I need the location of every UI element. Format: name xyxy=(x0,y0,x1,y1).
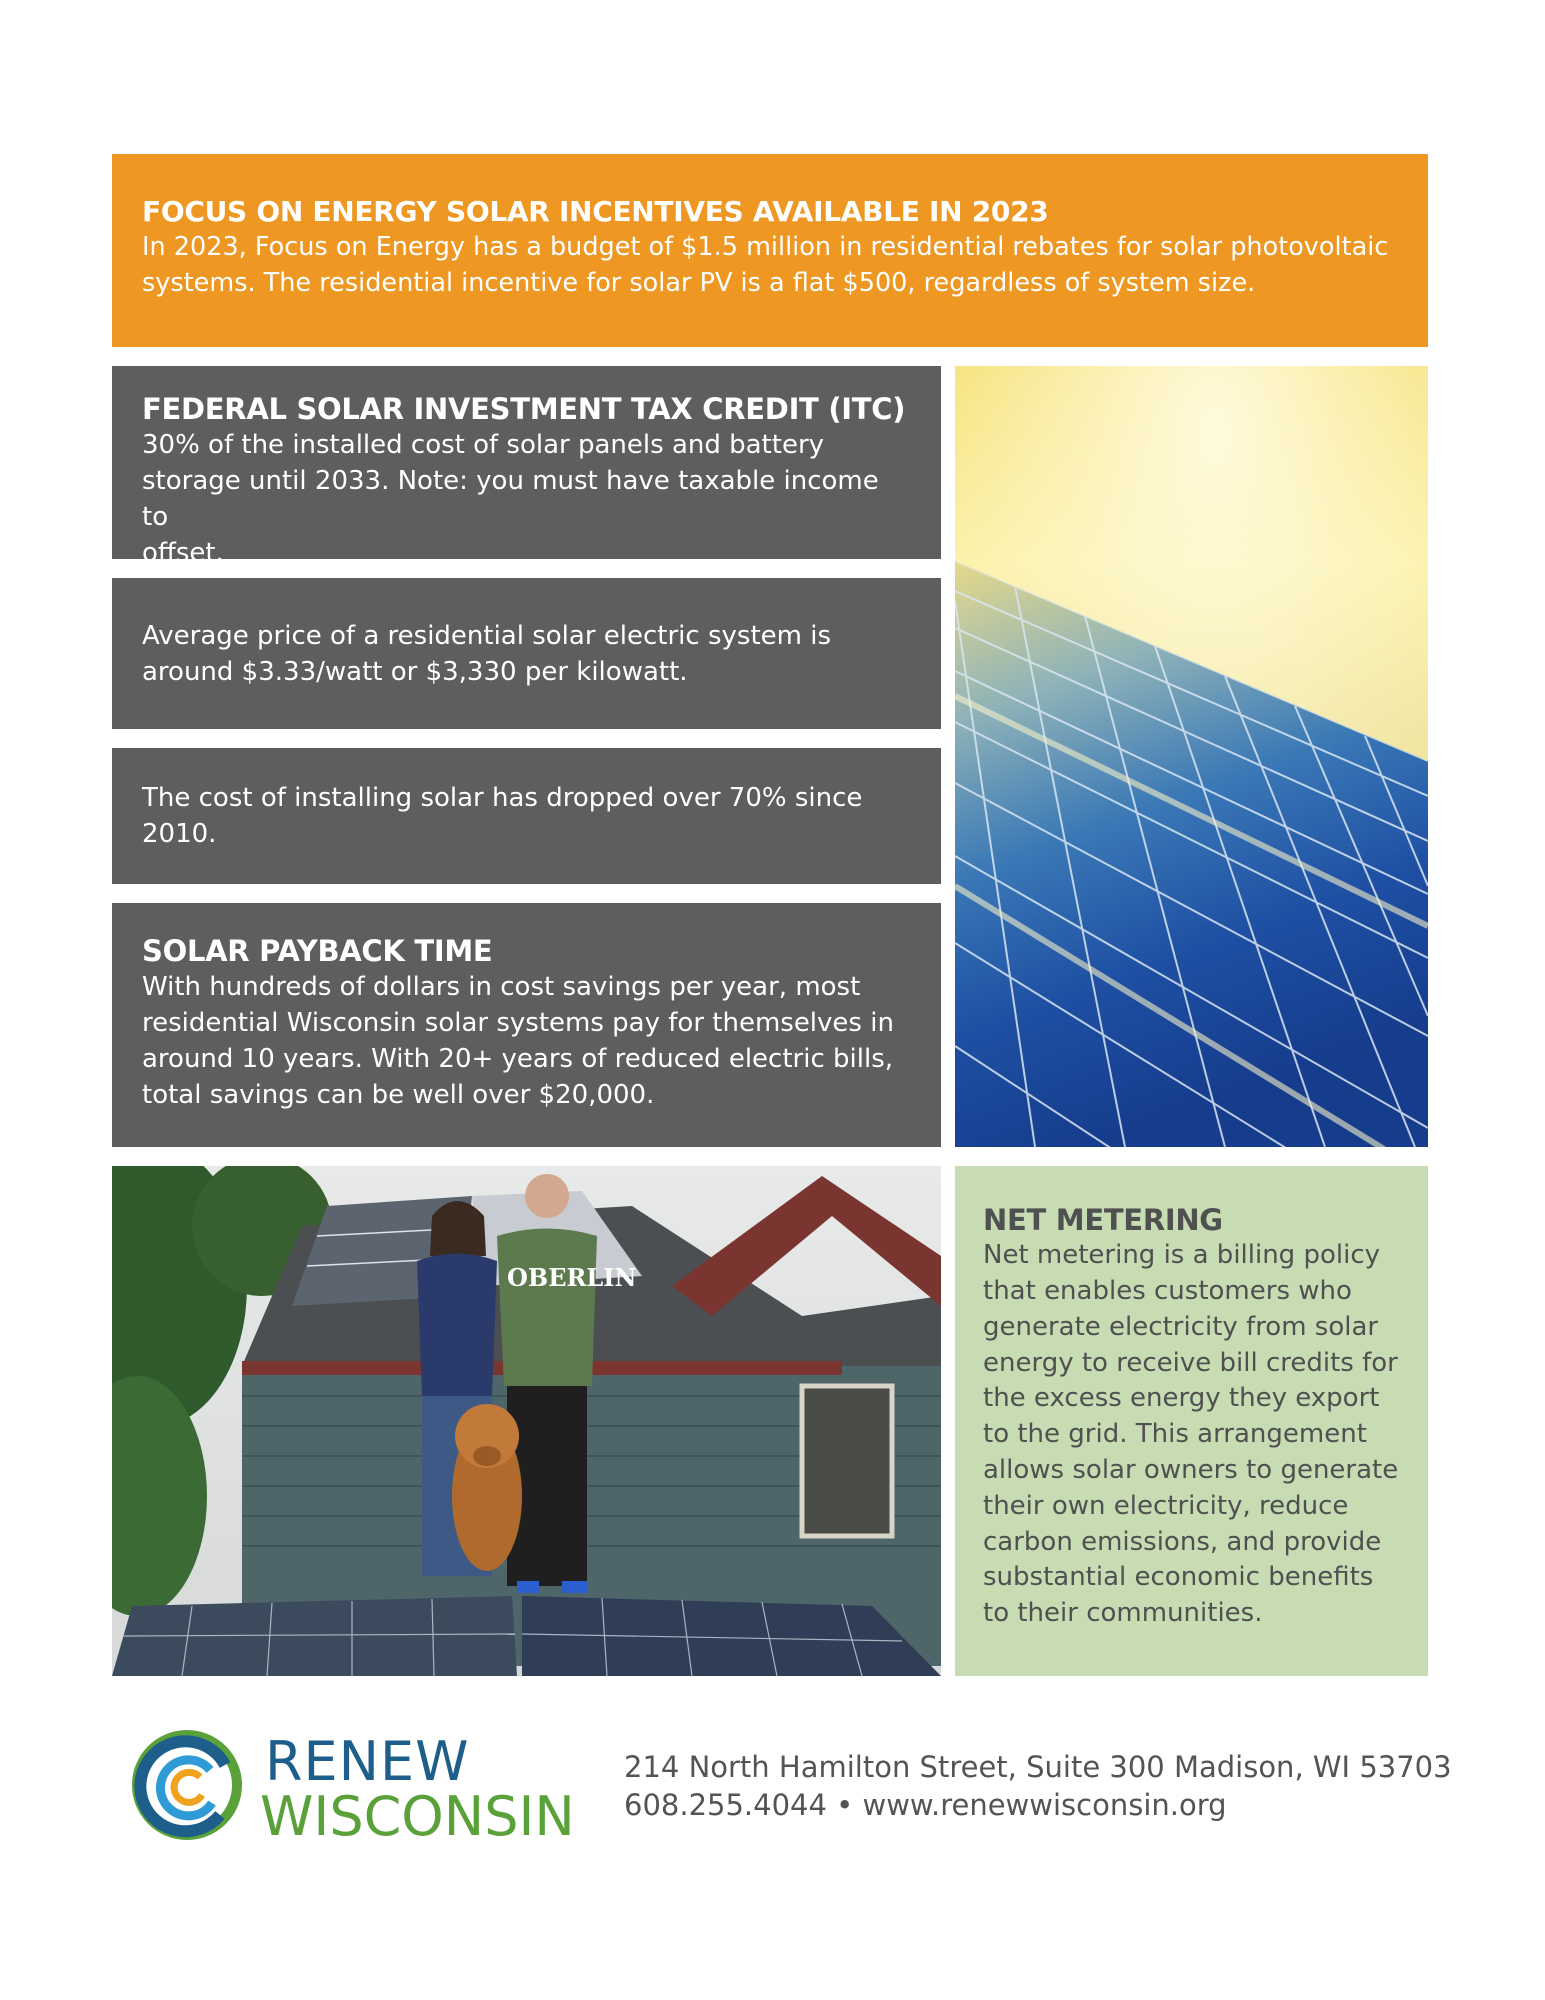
renew-wisconsin-logo xyxy=(130,1725,590,1845)
logo-renew-text: RENEW xyxy=(265,1730,470,1793)
cost-drop-box xyxy=(112,748,941,884)
net-line-3: generate electricity from solar xyxy=(983,1311,1379,1342)
itc-box xyxy=(112,366,941,569)
contact-info xyxy=(624,1748,1452,1824)
net-line-9: carbon emissions, and provide xyxy=(983,1526,1382,1557)
net-line-10: substantial economic benefits xyxy=(983,1562,1374,1593)
net-line-2: that enables customers who xyxy=(983,1276,1352,1307)
banner-line-2: systems. The residential incentive for solar PV is a flat $500, regardless of system size. xyxy=(142,268,1256,298)
itc-line-3: offset. xyxy=(142,538,224,569)
logo-wisconsin-text: WISCONSIN xyxy=(260,1785,575,1845)
solar-panel-photo xyxy=(955,366,1428,1147)
banner-line-1: In 2023, Focus on Energy has a budget of $1.5 million in residential rebates for solar photovoltaic xyxy=(142,232,1389,262)
itc-line-1: 30% of the installed cost of solar panels and battery xyxy=(142,430,825,461)
payback-line-2: residential Wisconsin solar systems pay for themselves in xyxy=(142,1008,894,1039)
net-line-4: energy to receive bill credits for xyxy=(983,1347,1398,1378)
net-line-1: Net metering is a billing policy xyxy=(983,1240,1380,1271)
average-price-box xyxy=(112,578,941,729)
payback-line-1: With hundreds of dollars in cost savings per year, most xyxy=(142,972,861,1003)
phone-and-website: 608.255.4044 • www.renewwisconsin.org xyxy=(624,1788,1227,1822)
net-line-6: to the grid. This arrangement xyxy=(983,1419,1367,1450)
payback-box xyxy=(112,903,941,1147)
family-rooftop-photo xyxy=(112,1166,941,1676)
itc-line-2: storage until 2033. Note: you must have taxable income to xyxy=(142,466,879,533)
drop-line-1: The cost of installing solar has dropped over 70% since xyxy=(142,783,863,813)
net-line-8: their own electricity, reduce xyxy=(983,1490,1349,1521)
payback-heading: SOLAR PAYBACK TIME xyxy=(142,934,493,968)
price-line-2: around $3.33/watt or $3,330 per kilowatt. xyxy=(142,657,688,687)
payback-line-4: total savings can be well over $20,000. xyxy=(142,1080,655,1111)
net-metering-heading: NET METERING xyxy=(983,1203,1223,1237)
oberlin-shirt-text: OBERLIN xyxy=(507,1263,637,1292)
itc-heading: FEDERAL SOLAR INVESTMENT TAX CREDIT (ITC) xyxy=(142,392,906,426)
net-line-7: allows solar owners to generate xyxy=(983,1455,1399,1486)
net-metering-box xyxy=(955,1166,1428,1676)
price-line-1: Average price of a residential solar electric system is xyxy=(142,621,831,651)
focus-on-energy-banner xyxy=(112,154,1428,347)
payback-line-3: around 10 years. With 20+ years of reduced electric bills, xyxy=(142,1044,894,1075)
drop-line-2: 2010. xyxy=(142,819,217,849)
net-line-11: to their communities. xyxy=(983,1598,1263,1629)
net-line-5: the excess energy they export xyxy=(983,1383,1380,1414)
banner-heading: FOCUS ON ENERGY SOLAR INCENTIVES AVAILABLE IN 2023 xyxy=(142,195,1049,228)
street-address: 214 North Hamilton Street, Suite 300 Madison, WI 53703 xyxy=(624,1750,1452,1784)
